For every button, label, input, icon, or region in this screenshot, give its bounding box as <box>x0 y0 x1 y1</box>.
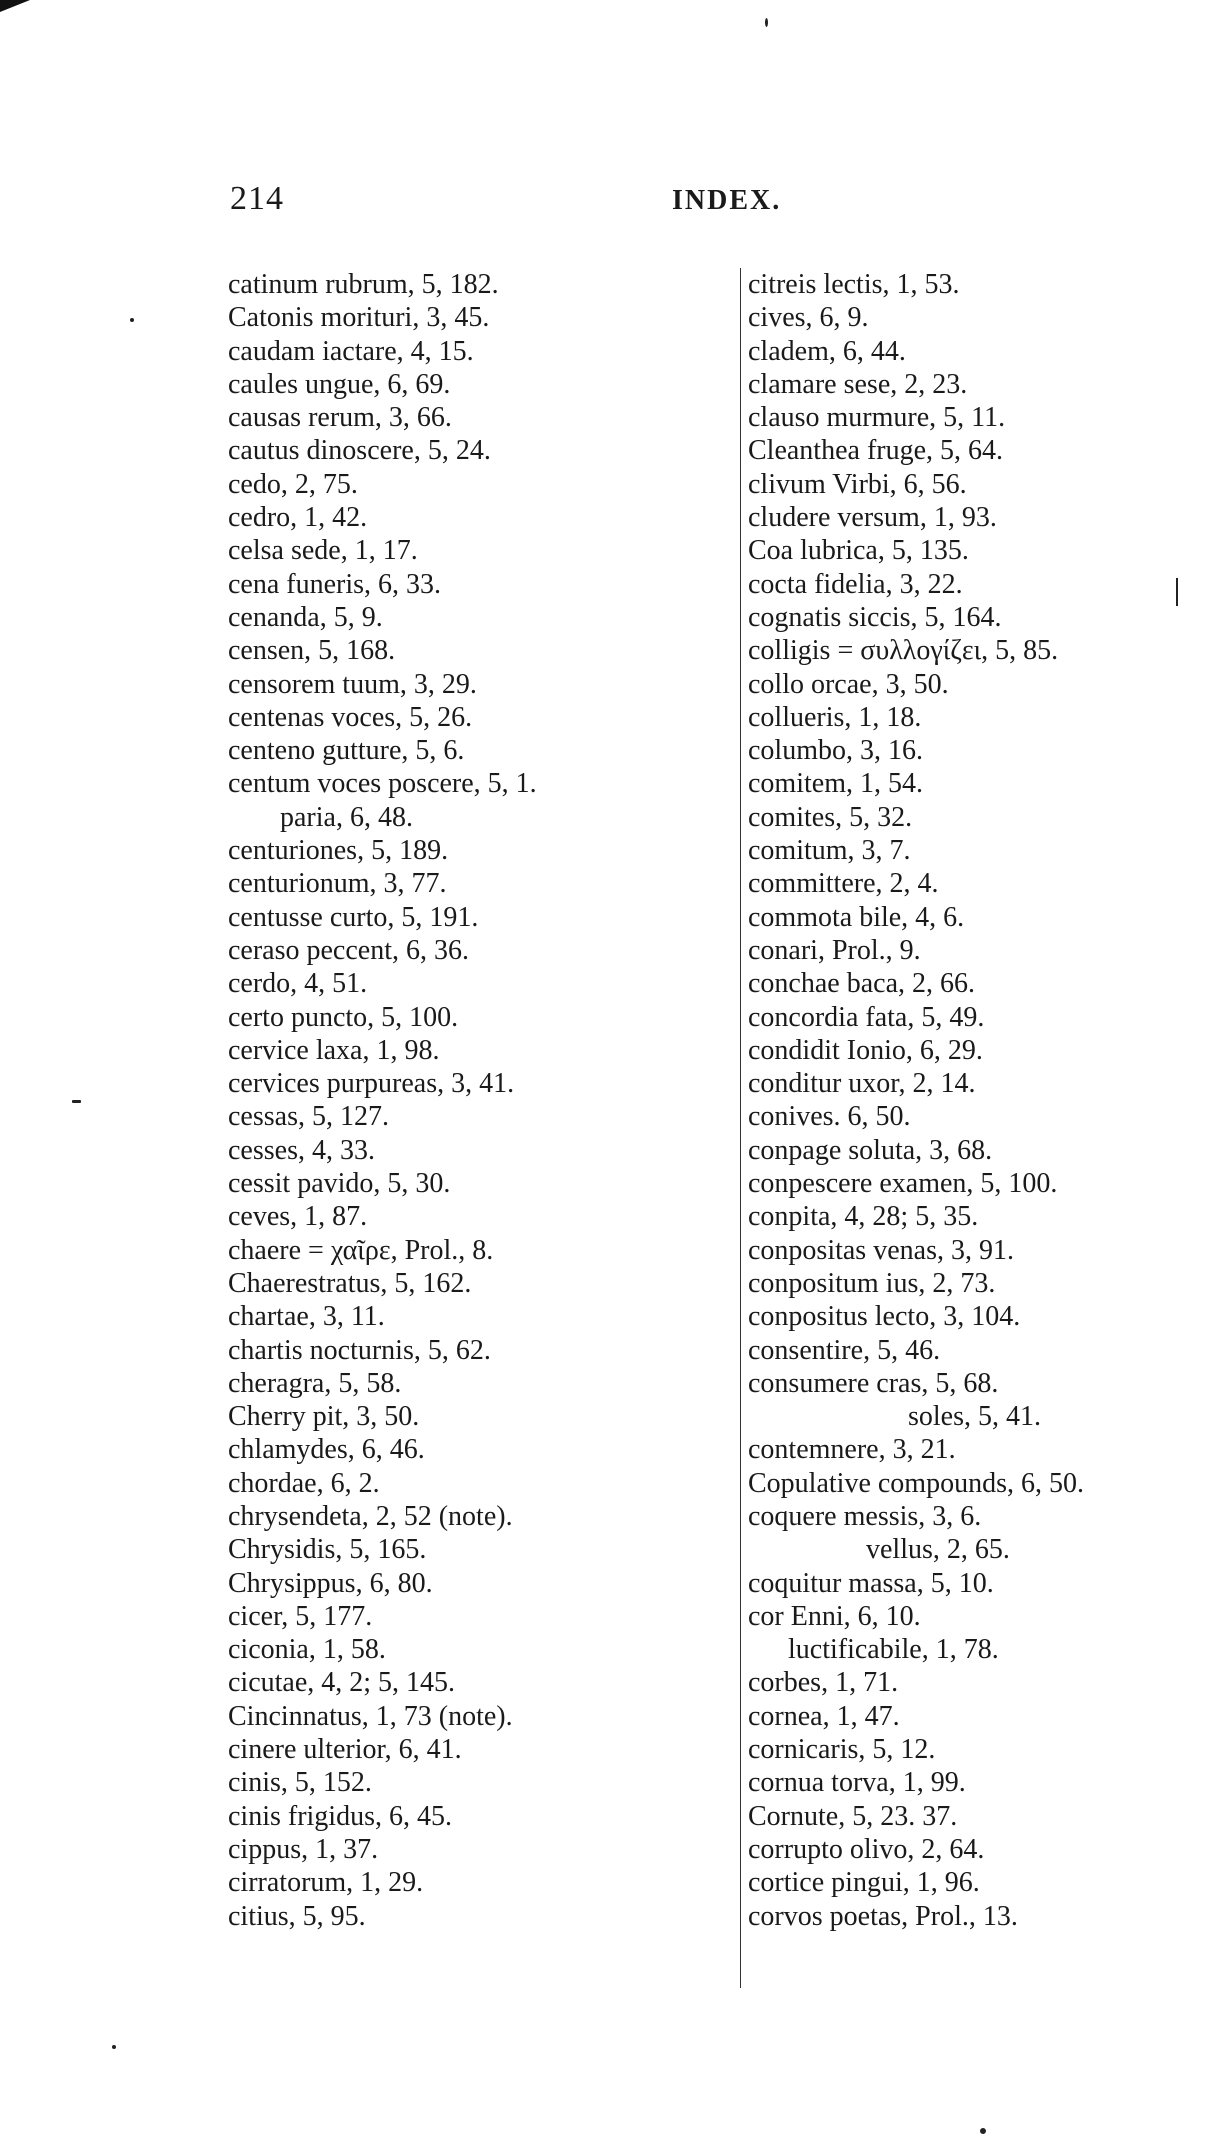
scan-speck <box>130 318 134 322</box>
index-entry: cirratorum, 1, 29. <box>228 1867 424 1899</box>
index-entry: cortice pingui, 1, 96. <box>748 1867 980 1899</box>
scan-speck <box>112 2045 116 2049</box>
index-entry: clamare sese, 2, 23. <box>748 368 968 400</box>
index-entry: consentire, 5, 46. <box>748 1334 941 1366</box>
index-entry: centusse curto, 5, 191. <box>228 901 479 933</box>
index-entry: catinum rubrum, 5, 182. <box>228 269 499 300</box>
index-entry: coquere messis, 3, 6. <box>748 1500 982 1532</box>
index-entry: consumere cras, 5, 68. <box>748 1367 999 1399</box>
index-entry: caudam iactare, 4, 15. <box>228 335 474 367</box>
index-entry: cervice laxa, 1, 98. <box>228 1034 440 1066</box>
index-entry: cerdo, 4, 51. <box>228 968 368 1000</box>
index-entry: conpositas venas, 3, 91. <box>748 1234 1014 1266</box>
index-entry: cocta fidelia, 3, 22. <box>748 568 963 600</box>
index-entry: chordae, 6, 2. <box>228 1467 380 1499</box>
index-entry: citreis lectis, 1, 53. <box>748 269 960 300</box>
index-entry: ceves, 1, 87. <box>228 1201 368 1233</box>
index-entry: cladem, 6, 44. <box>748 335 906 367</box>
index-entry: centeno gutture, 5, 6. <box>228 735 465 767</box>
index-column-left <box>228 268 688 1933</box>
index-entry: chartae, 3, 11. <box>228 1301 385 1333</box>
page-number: 214 <box>230 180 284 217</box>
index-entry: clauso murmure, 5, 11. <box>748 402 1006 434</box>
index-entry: cautus dinoscere, 5, 24. <box>228 435 491 467</box>
index-entry: Chaerestratus, 5, 162. <box>228 1267 472 1299</box>
index-entry: chrysendeta, 2, 52 (note). <box>228 1500 513 1532</box>
index-entry: centurionum, 3, 77. <box>228 868 447 900</box>
corner-ink-mark <box>0 0 30 12</box>
index-entry: comitem, 1, 54. <box>748 768 923 800</box>
index-entry: cessit pavido, 5, 30. <box>228 1168 451 1200</box>
index-entry: censen, 5, 168. <box>228 635 396 667</box>
index-entry: Cherry pit, 3, 50. <box>228 1401 420 1433</box>
index-entry: cippus, 1, 37. <box>228 1833 379 1865</box>
index-entry: corrupto olivo, 2, 64. <box>748 1833 985 1865</box>
index-entry: collo orcae, 3, 50. <box>748 668 949 700</box>
index-entry: comitum, 3, 7. <box>748 835 911 867</box>
index-entry: luctificabile, 1, 78. <box>788 1634 999 1666</box>
index-entry: conchae baca, 2, 66. <box>748 968 975 1000</box>
index-entry: chlamydes, 6, 46. <box>228 1434 425 1466</box>
index-entry: concordia fata, 5, 49. <box>748 1001 985 1033</box>
index-entry: conpage soluta, 3, 68. <box>748 1134 993 1166</box>
index-entry: corbes, 1, 71. <box>748 1667 899 1699</box>
index-entry: conpositum ius, 2, 73. <box>748 1267 996 1299</box>
index-entry: committere, 2, 4. <box>748 868 939 900</box>
index-entry: cives, 6, 9. <box>748 302 869 334</box>
index-entry: corvos poetas, Prol., 13. <box>748 1900 1018 1932</box>
index-entry: Coa lubrica, 5, 135. <box>748 535 969 567</box>
running-head: INDEX. <box>672 185 782 216</box>
index-entry: Cornute, 5, 23. 37. <box>748 1800 958 1832</box>
index-entry: conari, Prol., 9. <box>748 934 921 966</box>
index-entry: cinere ulterior, 6, 41. <box>228 1734 462 1766</box>
index-entry: causas rerum, 3, 66. <box>228 402 452 434</box>
index-entry: cicer, 5, 177. <box>228 1600 373 1632</box>
index-entry: coquitur massa, 5, 10. <box>748 1567 994 1599</box>
index-entry: contemnere, 3, 21. <box>748 1434 956 1466</box>
scan-speck <box>765 18 768 27</box>
index-entry: conpita, 4, 28; 5, 35. <box>748 1201 979 1233</box>
index-entry: cicutae, 4, 2; 5, 145. <box>228 1667 456 1699</box>
index-entry: cedro, 1, 42. <box>228 502 368 534</box>
column-divider-rule <box>740 268 741 1988</box>
index-entry: cessas, 5, 127. <box>228 1101 389 1133</box>
index-column-right <box>748 268 1188 1933</box>
index-entry: conpositus lecto, 3, 104. <box>748 1301 1021 1333</box>
index-entry: centuriones, 5, 189. <box>228 835 449 867</box>
index-entry: citius, 5, 95. <box>228 1900 366 1932</box>
index-entry: condidit Ionio, 6, 29. <box>748 1034 983 1066</box>
index-entry: Copulative compounds, 6, 50. <box>748 1467 1084 1499</box>
index-entry: cinis frigidus, 6, 45. <box>228 1800 452 1832</box>
index-entry: cor Enni, 6, 10. <box>748 1600 921 1632</box>
index-entry: cognatis siccis, 5, 164. <box>748 601 1002 633</box>
index-entry: cornicaris, 5, 12. <box>748 1734 936 1766</box>
index-entry: cludere versum, 1, 93. <box>748 502 997 534</box>
index-entry: collueris, 1, 18. <box>748 701 922 733</box>
index-entry: cedo, 2, 75. <box>228 468 358 500</box>
index-entry: colligis = συλλογίζει, 5, 85. <box>748 635 1059 667</box>
index-entry: Catonis morituri, 3, 45. <box>228 302 490 334</box>
index-entry: commota bile, 4, 6. <box>748 901 965 933</box>
index-entry: ceraso peccent, 6, 36. <box>228 934 469 966</box>
scan-speck <box>72 1100 81 1103</box>
index-entry: cervices purpureas, 3, 41. <box>228 1068 515 1100</box>
scan-speck <box>1176 578 1178 606</box>
index-entry: paria, 6, 48. <box>280 801 413 833</box>
index-entry: soles, 5, 41. <box>908 1401 1041 1433</box>
index-entry: centenas voces, 5, 26. <box>228 701 473 733</box>
index-entry: Cleanthea fruge, 5, 64. <box>748 435 1004 467</box>
index-entry: conpescere examen, 5, 100. <box>748 1168 1058 1200</box>
index-entry: cinis, 5, 152. <box>228 1767 372 1799</box>
index-entry: caules ungue, 6, 69. <box>228 368 451 400</box>
index-entry: chartis nocturnis, 5, 62. <box>228 1334 491 1366</box>
index-entry: cesses, 4, 33. <box>228 1134 375 1166</box>
index-entry: censorem tuum, 3, 29. <box>228 668 477 700</box>
index-entry: Chrysidis, 5, 165. <box>228 1534 427 1566</box>
index-entry: conives. 6, 50. <box>748 1101 911 1133</box>
index-entry: cornea, 1, 47. <box>748 1700 900 1732</box>
index-entry: ciconia, 1, 58. <box>228 1634 386 1666</box>
index-entry: cenanda, 5, 9. <box>228 601 383 633</box>
index-entry: vellus, 2, 65. <box>866 1534 1010 1566</box>
index-entry: conditur uxor, 2, 14. <box>748 1068 976 1100</box>
index-entry: cheragra, 5, 58. <box>228 1367 402 1399</box>
index-entry: cornua torva, 1, 99. <box>748 1767 966 1799</box>
index-entry: certo puncto, 5, 100. <box>228 1001 459 1033</box>
index-entry: chaere = χαῖρε, Prol., 8. <box>228 1234 494 1266</box>
index-entry: columbo, 3, 16. <box>748 735 923 767</box>
index-entry: cena funeris, 6, 33. <box>228 568 442 600</box>
index-entry: clivum Virbi, 6, 56. <box>748 468 967 500</box>
index-entry: Cincinnatus, 1, 73 (note). <box>228 1700 513 1732</box>
index-entry: comites, 5, 32. <box>748 801 913 833</box>
index-entry: celsa sede, 1, 17. <box>228 535 418 567</box>
scan-speck <box>980 2128 986 2134</box>
index-entry: Chrysippus, 6, 80. <box>228 1567 433 1599</box>
index-entry: centum voces poscere, 5, 1. <box>228 768 537 800</box>
